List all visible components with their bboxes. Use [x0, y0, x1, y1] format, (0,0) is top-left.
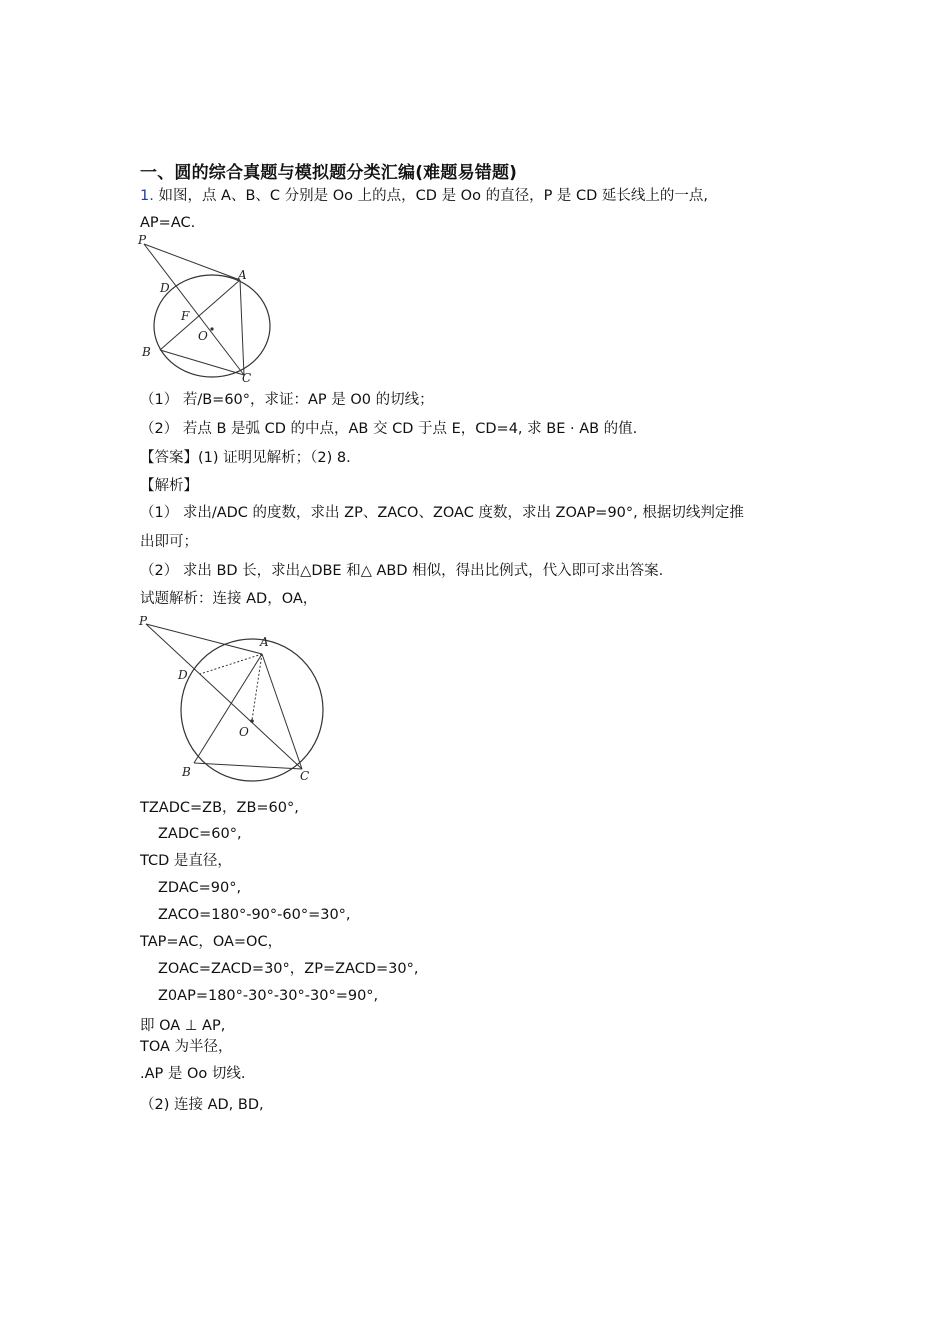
label-b: B	[142, 345, 151, 359]
figure-2	[136, 612, 328, 790]
solution-step-6: TAP=AC，OA=OC，	[140, 934, 283, 950]
label-a: A	[238, 268, 247, 282]
question-2: （2） 若点 B 是弧 CD 的中点，AB 交 CD 于点 E，CD=4, 求 BE · AB 的值.	[140, 421, 638, 437]
label-a-2: A	[260, 635, 269, 649]
label-c-2: C	[300, 769, 310, 783]
solution-step-11: .AP 是 Oo 切线.	[140, 1066, 246, 1082]
line-ao-dotted	[252, 654, 262, 720]
solution-intro: 试题解析：连接 AD，OA，	[140, 591, 318, 607]
circle-o	[154, 275, 270, 377]
problem-line-2: AP=AC.	[140, 215, 196, 231]
solution-step-4: ZDAC=90°,	[158, 880, 242, 896]
line-pa	[144, 244, 240, 280]
solution-step-9: 即 OA ⊥ AP,	[140, 1018, 226, 1034]
problem-line-1	[140, 186, 708, 206]
label-c: C	[242, 371, 252, 384]
label-o: O	[198, 329, 208, 343]
label-d: D	[160, 281, 170, 295]
label-p-2: P	[139, 614, 148, 628]
analysis-header: 【解析】	[140, 478, 198, 494]
line-ac	[240, 280, 244, 375]
analysis-1-line-1: （1） 求出/ADC 的度数，求出 ZP、ZACO、ZOAC 度数，求出 ZOAP=90°, 根据切线判定推	[140, 505, 744, 521]
line-pc-2	[146, 624, 302, 769]
figure-1	[136, 232, 286, 384]
solution-step-1: TZADC=ZB，ZB=60°,	[140, 800, 299, 816]
solution-step-7: ZOAC=ZACD=30°，ZP=ZACD=30°,	[158, 961, 419, 977]
problem-number: 1.	[140, 188, 154, 204]
solution-step-3: TCD 是直径，	[140, 853, 232, 869]
solution-step-2: ZADC=60°,	[158, 826, 242, 842]
line-pc	[144, 244, 244, 375]
analysis-2: （2） 求出 BD 长，求出△DBE 和△ ABD 相似，得出比例式，代入即可求出答案.	[140, 563, 664, 579]
answer-line: 【答案】(1) 证明见解析；（2) 8.	[140, 450, 351, 466]
solution-step-12: （2) 连接 AD, BD,	[140, 1097, 264, 1113]
label-p: P	[138, 233, 147, 247]
section-title: 一、圆的综合真题与模拟题分类汇编(难题易错题)	[140, 163, 518, 183]
label-o-2: O	[239, 725, 249, 739]
line-bc	[160, 350, 244, 375]
circle-o-2	[181, 639, 323, 781]
line-ab-2	[194, 654, 262, 763]
label-f: F	[181, 309, 190, 323]
problem-statement: 如图，点 A、B、C 分别是 Oo 上的点，CD 是 Oo 的直径，P 是 CD 延长线上的一点,	[153, 188, 709, 204]
solution-step-5: ZACO=180°-90°-60°=30°,	[158, 907, 351, 923]
line-ac-2	[262, 654, 302, 769]
solution-step-8: Z0AP=180°-30°-30°-30°=90°,	[158, 988, 379, 1004]
analysis-1-line-2: 出即可；	[140, 534, 198, 550]
point-o	[210, 327, 213, 330]
point-o-2	[250, 719, 254, 723]
question-1: （1） 若/B=60°，求证：AP 是 O0 的切线；	[140, 392, 434, 408]
line-ad-dotted	[200, 654, 262, 674]
label-d-2: D	[178, 668, 188, 682]
solution-step-10: TOA 为半径，	[140, 1039, 233, 1055]
label-b-2: B	[182, 765, 191, 779]
